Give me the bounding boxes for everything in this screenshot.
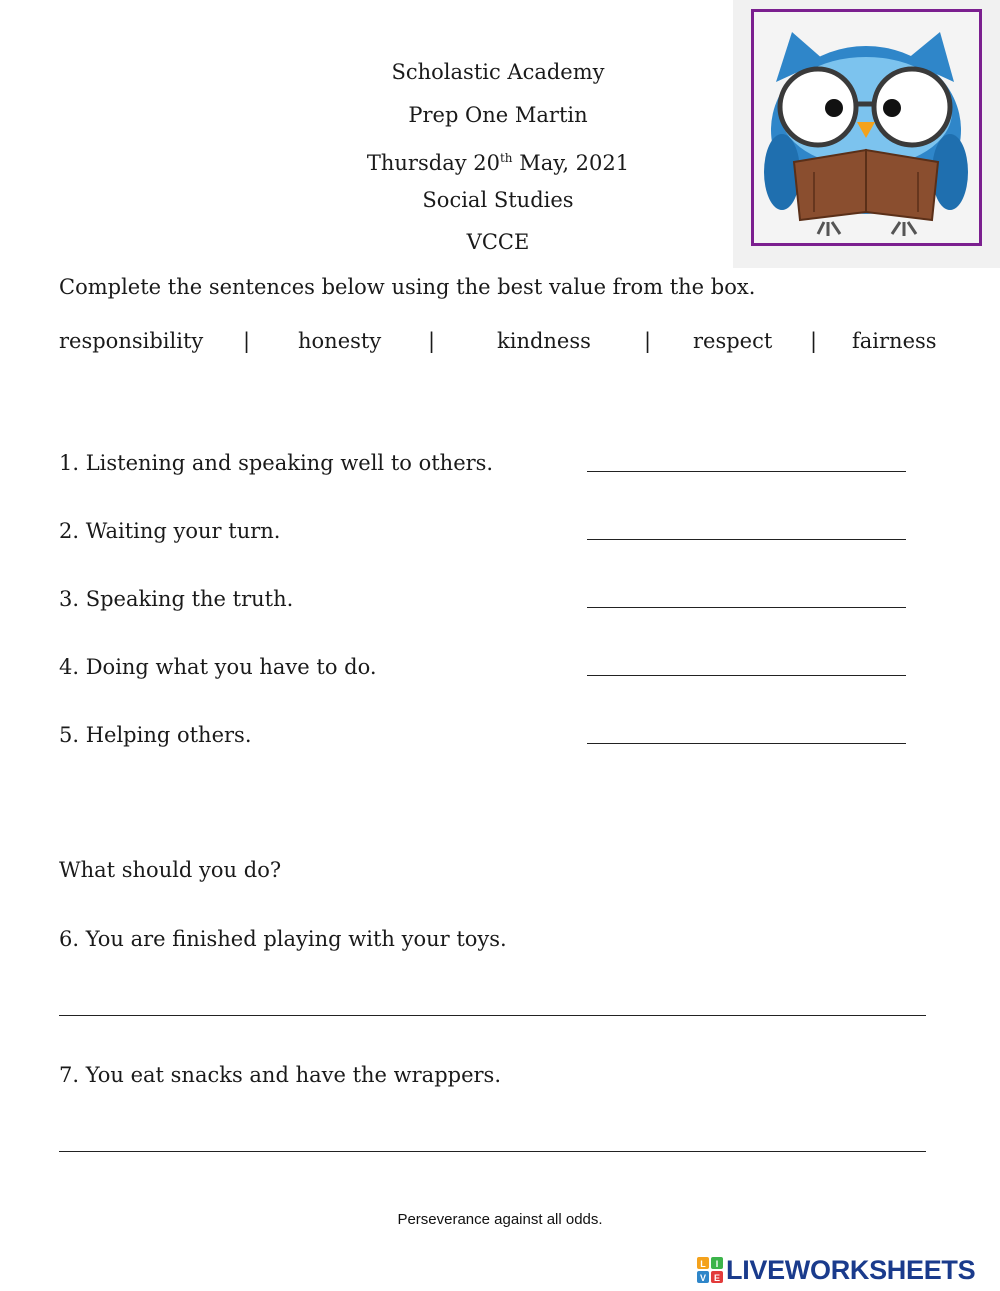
answer-field-2[interactable] xyxy=(587,539,906,540)
answer-field-6[interactable] xyxy=(59,1015,926,1016)
date-line xyxy=(250,145,746,176)
badge-letter-l: L xyxy=(700,1259,706,1269)
part2-heading: What should you do? xyxy=(59,858,282,882)
instruction-text: Complete the sentences below using the best value from the box. xyxy=(59,275,756,299)
question-2: 2. Waiting your turn. xyxy=(59,519,281,543)
word-honesty: honesty xyxy=(298,329,382,353)
liveworksheets-brand-text: LIVEWORKSHEETS xyxy=(726,1254,976,1285)
word-fairness: fairness xyxy=(852,329,937,353)
liveworksheets-logo[interactable] xyxy=(697,1254,975,1286)
answer-field-1[interactable] xyxy=(587,471,906,472)
school-name: Scholastic Academy xyxy=(391,60,605,84)
word-separator: | xyxy=(644,329,652,353)
question-3: 3. Speaking the truth. xyxy=(59,587,294,611)
answer-field-3[interactable] xyxy=(587,607,906,608)
date-suffix: th xyxy=(499,151,513,165)
question-4: 4. Doing what you have to do. xyxy=(59,655,377,679)
owl-reading-book-icon xyxy=(754,12,979,243)
badge-letter-v: V xyxy=(699,1273,707,1283)
question-1: 1. Listening and speaking well to others. xyxy=(59,451,494,475)
badge-letter-i: I xyxy=(715,1259,719,1269)
word-separator: | xyxy=(810,329,818,353)
question-6: 6. You are finished playing with your toys. xyxy=(59,927,507,951)
topic-title: VCCE xyxy=(466,230,530,254)
date-rest: May, 2021 xyxy=(512,151,630,175)
word-separator: | xyxy=(428,329,436,353)
liveworksheets-logo-icon xyxy=(697,1257,723,1283)
badge-letter-e: E xyxy=(713,1273,721,1283)
class-name: Prep One Martin xyxy=(408,103,588,127)
question-7: 7. You eat snacks and have the wrappers. xyxy=(59,1063,501,1087)
subject-title: Social Studies xyxy=(422,188,574,212)
footer-motto: Perseverance against all odds. xyxy=(397,1211,603,1228)
word-separator: | xyxy=(243,329,251,353)
word-kindness: kindness xyxy=(497,329,591,353)
answer-field-4[interactable] xyxy=(587,675,906,676)
word-respect: respect xyxy=(693,329,773,353)
word-responsibility: responsibility xyxy=(59,329,204,353)
date-day: Thursday 20 xyxy=(366,151,500,175)
owl-illustration xyxy=(751,9,982,246)
answer-field-5[interactable] xyxy=(587,743,906,744)
answer-field-7[interactable] xyxy=(59,1151,926,1152)
question-5: 5. Helping others. xyxy=(59,723,252,747)
